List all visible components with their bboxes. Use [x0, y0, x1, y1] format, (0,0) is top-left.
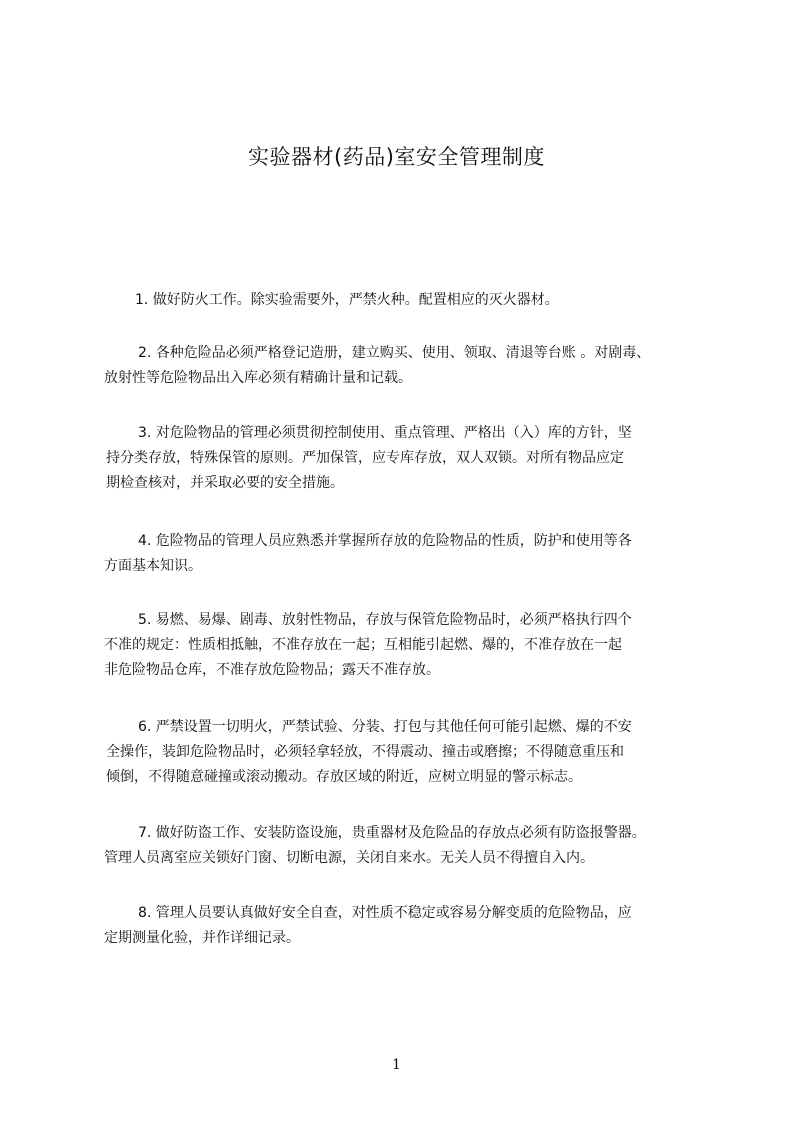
paragraph-line: 放射性等危险物品出入库必须有精确计量和记载。	[104, 370, 412, 386]
paragraph-line: 8. 管理人员要认真做好安全自查，对性质不稳定或容易分解变质的危险物品，应	[138, 905, 632, 921]
page-number: 1	[392, 1057, 401, 1073]
paragraph-1	[135, 288, 559, 313]
paragraph-3	[106, 421, 632, 496]
paragraph-line: 全操作，装卸危险物品时，必须轻拿轻放，不得震动、撞击或磨擦；不得随意重压和	[106, 744, 624, 760]
paragraph-line: 4. 危险物品的管理人员应熟悉并掌握所存放的危险物品的性质，防护和使用等各	[138, 533, 632, 549]
paragraph-line: 2. 各种危险品必须严格登记造册，建立购买、使用、领取、清退等台账 。对剧毒、	[138, 345, 651, 361]
paragraph-line: 倾倒，不得随意碰撞或滚动搬动。存放区域的附近，应树立明显的警示标志。	[106, 769, 582, 785]
paragraph-line: 7. 做好防盗工作、安装防盗设施，贵重器材及危险品的存放点必须有防盗报警器。	[138, 825, 646, 841]
document-title: 实验器材(药品)室安全管理制度	[248, 145, 545, 169]
paragraph-line: 方面基本知识。	[104, 558, 202, 574]
paragraph-line: 期检查核对，并采取必要的安全措施。	[106, 475, 344, 491]
paragraph-4	[104, 529, 632, 579]
paragraph-line: 6. 严禁设置一切明火，严禁试验、分装、打包与其他任何可能引起燃、爆的不安	[138, 719, 632, 735]
paragraph-line: 3. 对危险物品的管理必须贯彻控制使用、重点管理、严格出（入）库的方针，坚	[138, 425, 632, 441]
paragraph-6	[106, 715, 632, 790]
paragraph-line: 管理人员离室应关锁好门窗、切断电源，关闭自来水。无关人员不得擅自入内。	[104, 850, 594, 866]
paragraph-8	[104, 901, 632, 951]
paragraph-5	[104, 608, 632, 683]
paragraph-line: 5. 易燃、易爆、剧毒、放射性物品，存放与保管危险物品时，必须严格执行四个	[138, 612, 632, 628]
paragraph-line: 定期测量化验，并作详细记录。	[104, 930, 300, 946]
paragraph-2	[104, 341, 650, 391]
paragraph-line: 1. 做好防火工作。除实验需要外，严禁火种。配置相应的灭火器材。	[135, 292, 559, 308]
paragraph-line: 持分类存放，特殊保管的原则。严加保管，应专库存放，双人双锁。对所有物品应定	[106, 450, 624, 466]
paragraph-line: 不准的规定：性质相抵触，不准存放在一起；互相能引起燃、爆的，不准存放在一起	[104, 637, 622, 653]
paragraph-7	[104, 821, 646, 871]
paragraph-line: 非危险物品仓库，不准存放危险物品；露天不准存放。	[104, 662, 440, 678]
